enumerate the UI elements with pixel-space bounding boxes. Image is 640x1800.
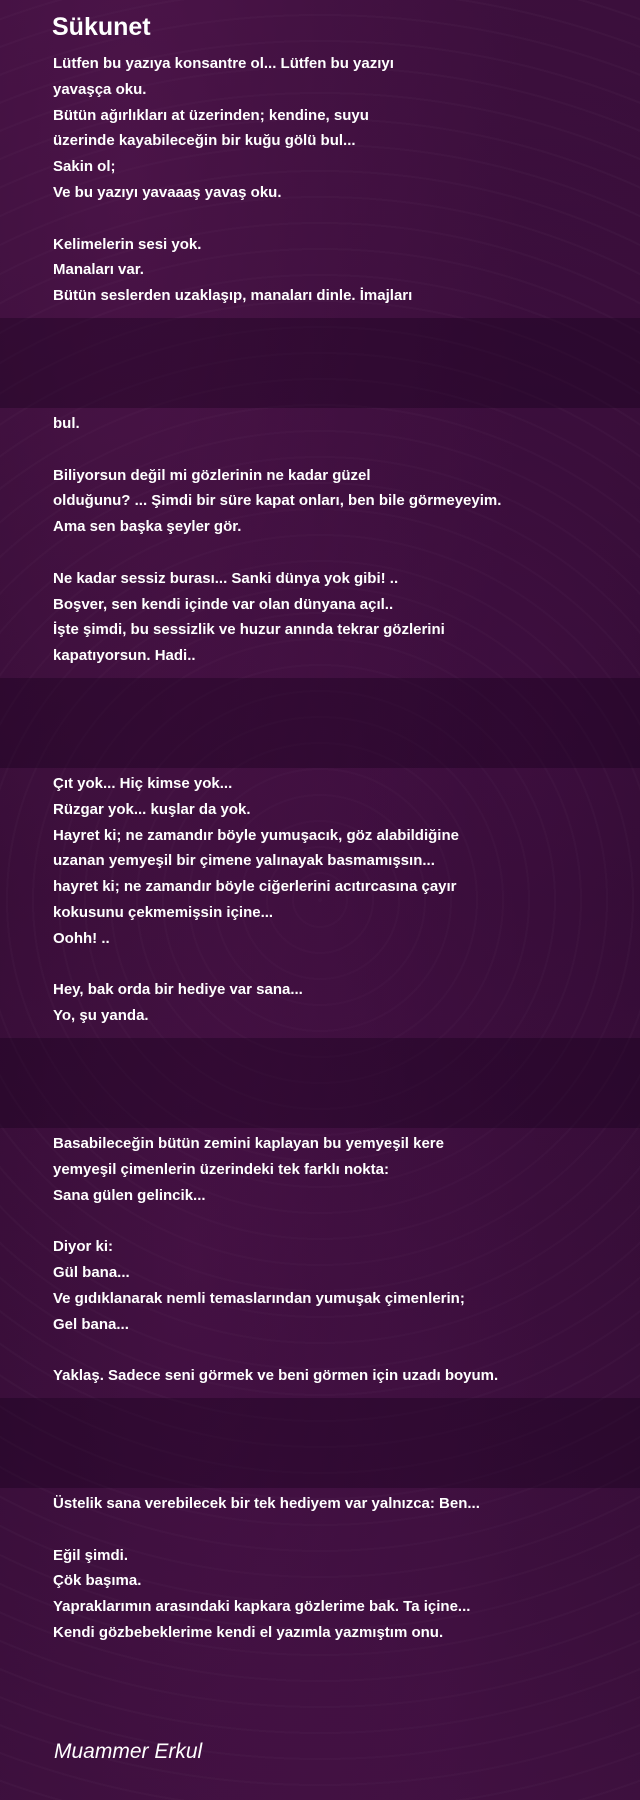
blank-line — [53, 437, 623, 463]
poem-line: uzanan yemyeşil bir çimene yalınayak basmamışsın... — [53, 852, 435, 870]
poem-line: bul. — [53, 415, 80, 432]
poem-block-4 — [53, 1131, 623, 1389]
poem-line: olduğunu? ... Şimdi bir süre kapat onları, ben bile görmeyeyim. — [53, 492, 502, 510]
blank-line — [53, 1208, 623, 1234]
poem-line: İşte şimdi, bu sessizlik ve huzur anında tekrar gözlerini — [53, 621, 445, 639]
poem-line: Üstelik sana verebilecek bir tek hediyem var yalnızca: Ben... — [53, 1495, 480, 1512]
poem-line: Gül bana... — [53, 1263, 130, 1281]
poem-title: Sükunet — [52, 13, 151, 41]
poem-block-1 — [53, 51, 623, 309]
poem-line: Yo, şu yanda. — [53, 1007, 149, 1025]
separator-band — [0, 1398, 640, 1488]
blank-line — [53, 540, 623, 566]
poem-line: Ama sen başka şeyler gör. — [53, 518, 242, 536]
poem-line: Çök başıma. — [53, 1572, 142, 1590]
poem-line: Boşver, sen kendi içinde var olan dünyana açıl.. — [53, 595, 394, 613]
poem-line: Kendi gözbebeklerime kendi el yazımla yazmıştım onu. — [53, 1623, 444, 1641]
poem-line: Oohh! .. — [53, 929, 110, 947]
poem-line: Yaklaş. Sadece seni görmek ve beni görmen için uzadı boyum. — [53, 1367, 499, 1385]
poem-line: Bütün ağırlıkları at üzerinden; kendine, suyu — [53, 106, 369, 124]
poem-line: hayret ki; ne zamandır böyle ciğerlerini acıtırcasına çayır — [53, 878, 457, 896]
separator-band — [0, 1038, 640, 1128]
poem-line: Yapraklarımın arasındaki kapkara gözlerime bak. Ta içine... — [53, 1598, 471, 1616]
author-name: Muammer Erkul — [54, 1740, 203, 1763]
poem-line: Kelimelerin sesi yok. — [53, 235, 202, 253]
poem-line: Hey, bak orda bir hediye var sana... — [53, 981, 303, 999]
poem-line: üzerinde kayabileceğin bir kuğu gölü bul... — [53, 132, 356, 150]
poem-line: yemyeşil çimenlerin üzerindeki tek farklı nokta: — [53, 1160, 389, 1178]
poem-line: Sana gülen gelincik... — [53, 1186, 206, 1204]
poem-line: kapatıyorsun. Hadi.. — [53, 647, 196, 665]
poem-line: Manaları var. — [53, 261, 144, 279]
poem-line: Diyor ki: — [53, 1238, 114, 1256]
blank-line — [53, 206, 623, 232]
blank-line — [53, 952, 623, 978]
poem-line: Gel bana... — [53, 1315, 129, 1333]
poem-line: Ve bu yazıyı yavaaaş yavaş oku. — [53, 183, 282, 201]
blank-line — [53, 1337, 623, 1363]
blank-line — [53, 1517, 623, 1543]
poem-line: Çıt yok... Hiç kimse yok... — [53, 775, 233, 792]
separator-band — [0, 318, 640, 408]
poem-line: Hayret ki; ne zamandır böyle yumuşacık, göz alabildiğine — [53, 826, 459, 844]
poem-line: Sakin ol; — [53, 158, 116, 176]
poem-line: Ve gıdıklanarak nemli temaslarından yumuşak çimenlerin; — [53, 1289, 465, 1307]
poem-line: kokusunu çekmemişsin içine... — [53, 903, 274, 921]
poem-block-3 — [53, 771, 623, 1029]
separator-band — [0, 678, 640, 768]
poem-line: Bütün seslerden uzaklaşıp, manaları dinle. İmajları — [53, 287, 413, 305]
poem-line: Lütfen bu yazıya konsantre ol... Lütfen bu yazıyı — [53, 55, 394, 72]
poem-line: Ne kadar sessiz burası... Sanki dünya yok gibi! .. — [53, 569, 399, 587]
poem-block-2 — [53, 411, 623, 669]
poem-line: Biliyorsun değil mi gözlerinin ne kadar güzel — [53, 466, 371, 484]
poem-line: yavaşça oku. — [53, 80, 147, 98]
poem-block-5 — [53, 1491, 623, 1646]
poem-line: Basabileceğin bütün zemini kaplayan bu yemyeşil kere — [53, 1135, 444, 1152]
poem-line: Eğil şimdi. — [53, 1546, 129, 1564]
poem-line: Rüzgar yok... kuşlar da yok. — [53, 800, 251, 818]
